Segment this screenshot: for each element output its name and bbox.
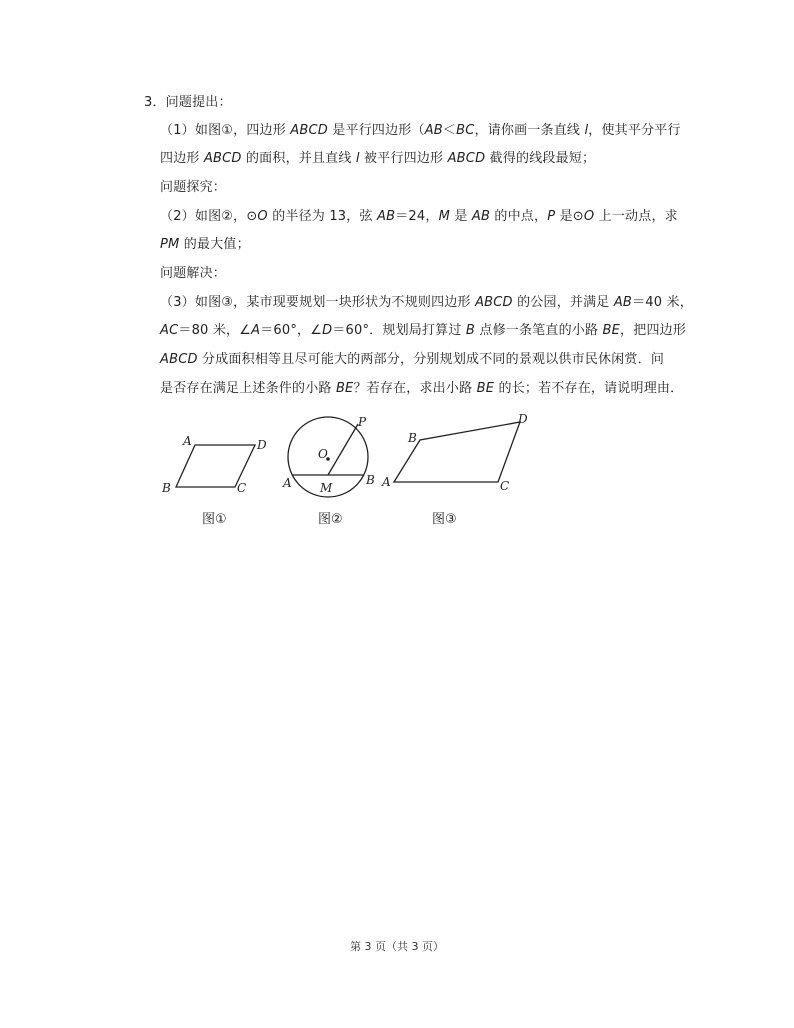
label-B: B: [366, 473, 375, 487]
text: （1）如图①，四边形: [160, 123, 291, 138]
math-var: AB: [613, 295, 633, 310]
figure-3-caption: 图③: [432, 512, 457, 527]
math-var: ABCD: [447, 151, 486, 166]
text: 截得的线段最短；: [485, 151, 596, 166]
label-A: A: [183, 434, 192, 448]
part1-line1: [160, 122, 681, 140]
text: （2）如图②，⊙: [160, 209, 258, 224]
math-var: M: [438, 209, 450, 224]
math-var: BE: [602, 323, 621, 338]
label-A: A: [382, 475, 391, 489]
solve-heading: 问题解决：: [160, 266, 227, 281]
text: ＝80 米，∠: [178, 323, 252, 338]
math-var: ABCD: [290, 123, 328, 138]
text: 的长；若不存在，请说明理由．: [494, 381, 684, 396]
text: 的最大值；: [179, 237, 250, 252]
part3-line3: [160, 351, 664, 369]
part3-line2: [160, 322, 686, 340]
math-var: AB: [377, 209, 396, 224]
math-var: ABCD: [160, 352, 198, 367]
part3-line1: [160, 294, 693, 312]
text: ，把四边形: [620, 323, 687, 338]
text: 是⊙: [555, 209, 584, 224]
text: ？若存在，求出小路: [353, 381, 477, 396]
text: 的公园，并满足: [512, 295, 614, 310]
text: ＜: [442, 123, 457, 138]
math-var: BC: [456, 123, 475, 138]
text: ＝40 米，: [632, 295, 693, 310]
label-C: C: [237, 481, 247, 495]
figure-2-caption: 图②: [318, 512, 343, 527]
label-B: B: [408, 431, 417, 445]
label-P: P: [358, 415, 367, 429]
math-var: PM: [160, 237, 180, 252]
text: 的中点，: [490, 209, 548, 224]
math-var: O: [257, 209, 268, 224]
part2-line2: [160, 236, 250, 254]
text: 四边形: [160, 151, 204, 166]
figure-3-quadrilateral: [378, 410, 533, 495]
math-var: D: [322, 323, 333, 338]
problem-heading: 3．问题提出：: [144, 95, 232, 110]
text: ＝60°，∠: [260, 323, 323, 338]
math-var: BE: [476, 381, 495, 396]
label-A: A: [283, 476, 292, 490]
math-var: l: [584, 123, 589, 138]
text: 点修一条笔直的小路: [475, 323, 603, 338]
text: 被平行四边形: [359, 151, 448, 166]
math-var: AB: [424, 123, 443, 138]
math-var: P: [547, 209, 556, 224]
math-var: O: [583, 209, 595, 224]
label-M: M: [320, 481, 333, 495]
text: ，请你画一条直线: [474, 123, 585, 138]
label-D: D: [518, 412, 528, 426]
part1-line2: [160, 150, 595, 168]
part2-line1: [160, 208, 678, 226]
text: （3）如图③，某市现要规划一块形状为不规则四边形: [160, 295, 476, 310]
figure-1-parallelogram: [150, 425, 280, 500]
part3-line4: [160, 380, 683, 398]
text: 的半径为 13，弦: [267, 209, 377, 224]
segment-PM: [328, 424, 358, 475]
math-var: BE: [335, 381, 354, 396]
math-var: AC: [160, 323, 179, 338]
text: 分成面积相等且尽可能大的两部分，分别规划成不同的景观以供市民休闲赏．问: [197, 352, 665, 367]
math-var: B: [465, 323, 476, 338]
text: 是: [449, 209, 472, 224]
text: 的面积，并且直线: [241, 151, 356, 166]
label-C: C: [500, 479, 510, 493]
explore-heading: 问题探究：: [160, 180, 227, 195]
figure-1-caption: 图①: [202, 512, 227, 527]
text: 上一动点，求: [594, 209, 678, 224]
label-B: B: [162, 481, 171, 495]
math-var: AB: [471, 209, 491, 224]
math-var: A: [251, 323, 261, 338]
math-var: ABCD: [475, 295, 513, 310]
page-footer: 第 3 页（共 3 页）: [350, 940, 444, 953]
text: 是否存在满足上述条件的小路: [160, 381, 336, 396]
math-var: l: [355, 151, 360, 166]
math-var: ABCD: [203, 151, 242, 166]
label-O: O: [318, 447, 328, 461]
text: 是平行四边形（: [327, 123, 425, 138]
text: ＝24，: [395, 209, 439, 224]
text: ＝60°．规划局打算过: [332, 323, 466, 338]
label-D: D: [257, 438, 267, 452]
text: ，使其平分平行: [588, 123, 681, 138]
figure-2-circle: [278, 410, 378, 505]
